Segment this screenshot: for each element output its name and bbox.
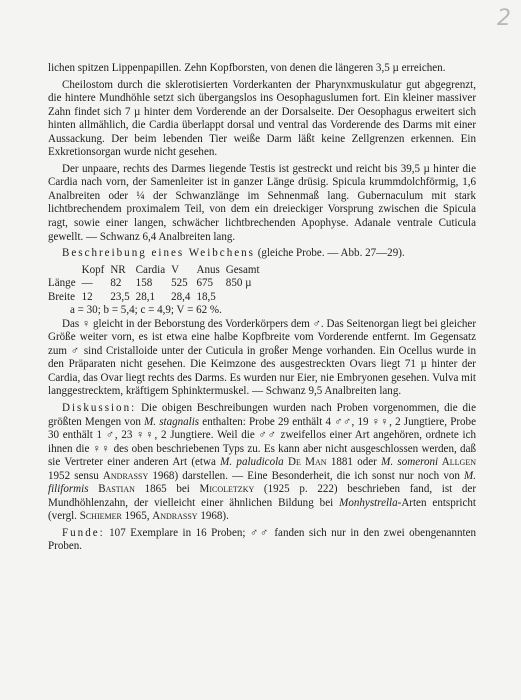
text-run: 1865 bei — [134, 483, 200, 496]
author-name: Andrassy — [152, 510, 198, 523]
text-run: Die obigen Beschreibungen wurden nach Proben vorgenommen, die die größten Mengen von — [48, 401, 476, 428]
species-name: M. paludicola — [220, 456, 284, 469]
genus-name: Monhystrella — [339, 496, 398, 509]
table-cell: 525 — [171, 277, 188, 290]
table-header-cell: Cardia — [135, 263, 166, 276]
table-header-cell: Anus — [196, 263, 220, 276]
heading-rest: (gleiche Probe. — Abb. 27—29). — [254, 247, 405, 260]
table-header-cell: Kopf — [81, 263, 105, 276]
text-run: -Arten entspricht (vergl. — [48, 496, 476, 523]
findings-label: Funde: — [62, 526, 105, 539]
author-name: Schiemer — [79, 510, 122, 523]
table-cell: 18,5 — [196, 290, 216, 303]
table-cell: 12 — [81, 290, 93, 303]
text-run: enthalten: Probe 29 enthält 4 ♂♂, 19 ♀♀, 2 Jungtiere, Probe 30 enthält 1 ♂, 23 ♀♀, 2 Jungtiere. Weil die ♂♂ zweifellos einer Art angehören, ordnete ich ihnen die ♀♀ des oben beschriebenen Typs zu. Es kann aber nicht ausgeschlossen werden, daß sie Vertreter einer anderen Art (etwa — [48, 415, 476, 469]
table-header-row — [48, 264, 266, 278]
paragraph-female: Das ♀ gleicht in der Beborstung des Vorderkörpers dem ♂. Das Seitenorgan liegt bei gleicher Größe weiter vorn, es ist etwa eine halbe Kopfbreite vom Vorderende entfernt. Im Gegensatz zum ♂ sind Cristalloide unter der Cuticula in großer Menge vorhanden. Ein Ocellus wurde in den Präparaten nicht gesehen. Die Keimzone des ausgestreckten Ovars liegt 71 µ hinter der Cardia, das Ovar liegt rechts des Darms. Es wurden nur Eier, nie Embryonen gesehen. Vulva mit langgestrecktem, kräftigem Sphinktermuskel. — Schwanz 9,5 Analbreiten lang. — [48, 317, 476, 398]
text-run: (1925 p. 222) beschrieben fand, ist der Mundhöhlenzahn, der vielleicht einer ähnlichen Bildung bei — [48, 483, 477, 509]
paragraph-1: lichen spitzen Lippenpapillen. Zehn Kopfborsten, von denen die längeren 3,5 µ erreichen. — [48, 62, 446, 74]
paragraph-2: Cheilostom durch die sklerotisierten Vorderkanten der Pharynxmuskulatur gut abgegrenzt, die hintere Mundhöhle setzt sich übergangslos ins Oesophaguslumen fort. Ein kleiner massiver Zahn findet sich 7 µ hinter dem Vorderende an der Dorsalseite. Der Oesophagus erweitert sich hinten allmählich, die Cardia überlappt dorsal und ventral das Vorderende des Darms mit einer Aussackung. Der beim lebenden Tier weiße Darm läßt keine Zellgrenzen erkennen. Ein Exkretionsorgan wurde nicht gesehen. — [48, 78, 476, 159]
heading-spaced: Beschreibung eines Weibchens — [62, 247, 255, 260]
text-run: 1968) darstellen. — Eine Besonderheit, die ich sonst nur noch von — [148, 469, 465, 482]
table-cell: Länge — [48, 277, 76, 290]
author-name: Allgen — [438, 456, 476, 469]
species-name: M. stagnalis — [144, 415, 200, 428]
table-header-cell: Gesamt — [225, 263, 260, 276]
species-name: M. someroni — [381, 456, 439, 469]
findings-paragraph — [48, 527, 476, 554]
measurement-table — [48, 264, 266, 305]
species-name: M. filiformis — [48, 469, 477, 496]
author-name: Andrassy — [102, 469, 149, 482]
text-run: 1968). — [197, 510, 229, 523]
discussion-label: Diskussion: — [62, 401, 137, 414]
text-column — [48, 62, 476, 554]
author-name: De Man — [283, 456, 327, 469]
table-cell: 675 — [196, 277, 214, 290]
findings-text: 107 Exemplare in 16 Proben; ♂♂ fanden sich nur in den zwei obengenannten Proben. — [48, 526, 476, 553]
table-header-cell — [48, 264, 82, 278]
paragraph-3: Der unpaare, rechts des Darmes liegende Testis ist gestreckt und reicht bis 39,5 µ hinter die Cardia nach vorn, der Samenleiter ist in ganzer Länge drüsig. Spicula krummdolchförmig, 1,6 Analbreiten oder ¼ der Schwanzlänge im Sehnenmaß lang. Gubernaculum mit stark lichtbrechendem proximalem Teil, von dem ein dreieckiger Vorsprung zwischen die Spicula ragt, sowie einer langen, schwächer lichtbrechenden Apophyse. Adanale ventrale Cuticula gewellt. — Schwanz 6,4 Analbreiten lang. — [48, 162, 476, 243]
author-name: Bastian — [88, 483, 135, 496]
table-cell: 82 — [110, 277, 122, 290]
table-row — [48, 277, 266, 291]
female-description-heading — [48, 247, 476, 261]
table-cell: — — [81, 277, 93, 290]
discussion-paragraph — [48, 402, 476, 524]
table-header-cell: V — [171, 263, 180, 276]
body-ratios: a = 30; b = 5,4; c = 4,9; V = 62 %. — [70, 304, 222, 317]
table-cell: 23,5 — [110, 290, 130, 303]
text-run: 1881 oder — [326, 456, 382, 469]
table-cell: Breite — [48, 290, 75, 303]
text-run: 1952 sensu — [48, 469, 103, 482]
page-number: 2 — [497, 6, 511, 31]
table-cell: 28,1 — [135, 290, 156, 303]
table-cell: 28,4 — [171, 290, 191, 303]
author-name: Micoletzky — [199, 483, 255, 496]
table-header-cell: NR — [110, 263, 126, 276]
table-cell: 158 — [135, 277, 153, 290]
table-total: 850 µ — [225, 277, 252, 290]
text-run: 1965, — [121, 510, 153, 523]
